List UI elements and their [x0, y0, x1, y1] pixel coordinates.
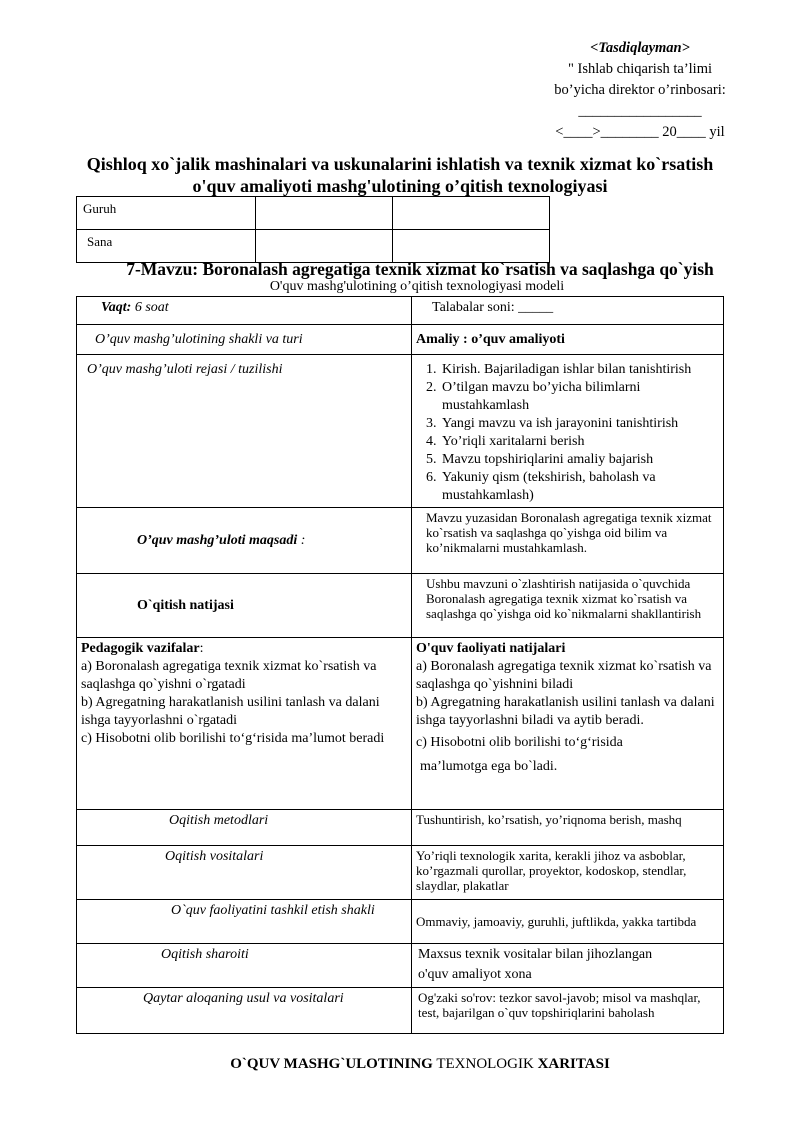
plan-cell: [412, 355, 724, 508]
learning-result: b) Agregatning harakatlanish usilini tanlash va dalani ishga tayyorlashni biladi va aytib beradi.: [416, 695, 715, 728]
learning-result: ma’lumotga ega bo`ladi.: [420, 759, 558, 774]
technological-map-heading: [0, 1056, 800, 1073]
approval-block: [530, 38, 750, 143]
lesson-model-table: [76, 296, 724, 1034]
group-date-table: [76, 196, 550, 263]
group-cell-2[interactable]: [393, 197, 550, 230]
conditions-value-2: o'quv amaliyot xona: [418, 967, 532, 982]
conditions-cell: [412, 944, 724, 988]
date-label: Sana: [77, 230, 256, 263]
plan-item: 3. Yangi mavzu va ish jarayonini tanishtirish: [440, 415, 719, 433]
document-title-line-2: o'quv amaliyoti mashg'ulotining o’qitish texnologiyasi: [192, 176, 608, 196]
organization-label: O`quv faoliyatini tashkil etish shakli: [77, 900, 412, 944]
conditions-label: Oqitish sharoiti: [77, 944, 412, 988]
form-label: O’quv mashg’ulotining shakli va turi: [77, 325, 412, 355]
learning-result: c) Hisobotni olib borilishi to‘g‘risida: [416, 735, 623, 750]
footer-part-3: XARITASI: [537, 1056, 610, 1072]
time-value: 6 soat: [131, 300, 169, 315]
group-cell-1[interactable]: [256, 197, 393, 230]
footer-part-2: TEXNOLOGIK: [432, 1056, 538, 1072]
feedback-value: Og'zaki so'rov: tezkor savol-javob; misol va mashqlar, test, bajarilgan o`quv topshiriqlarini baholash: [412, 988, 724, 1034]
methods-value: Tushuntirish, ko’rsatish, yo’riqnoma berish, mashq: [412, 810, 724, 846]
goal-value: Mavzu yuzasidan Boronalash agregatiga texnik xizmat ko`rsatish va saqlashga qo`yishga oid bilim va ko’nikmalarni mustahkamlash.: [412, 508, 724, 574]
plan-item: 6. Yakuniy qism (tekshirish, baholash va mustahkamlash): [440, 469, 719, 505]
topic-title: 7-Mavzu: Boronalash agregatiga texnik xizmat ko`rsatish va saqlashga qo`yish: [126, 259, 714, 279]
result-label: O`qitish natijasi: [77, 574, 412, 638]
pedagogic-task: c) Hisobotni olib borilishi to‘g‘risida ma’lumot beradi: [81, 731, 385, 746]
approval-signature-line: _________________: [578, 103, 702, 119]
document-title: [40, 153, 760, 197]
conditions-value-1: Maxsus texnik vositalar bilan jihozlangan: [418, 947, 653, 962]
pedagogic-tasks-cell: Pedagogik vazifalar: a) Boronalash agregatiga texnik xizmat ko`rsatish va saqlashga qo`yishni o`rgatadi b) Agregatning harakatlanish usilini tanlash va dalani ishga tayyorlashni o`rgatadi c) Hisobotni olib borilishi to‘g‘risida ma’lumot beradi: [77, 638, 412, 810]
pedagogic-task: b) Agregatning harakatlanish usilini tanlash va dalani ishga tayyorlashni o`rgatadi: [81, 695, 380, 728]
pedagogic-tasks-title: Pedagogik vazifalar: [81, 641, 200, 656]
time-cell: [77, 297, 412, 325]
time-label: Vaqt:: [101, 300, 132, 315]
form-value: Amaliy : o’quv amaliyoti: [412, 325, 724, 355]
tools-value: Yo’riqli texnologik xarita, kerakli jihoz va asboblar, ko’rgazmali qurollar, proyektor, kodoskop, stendlar, slaydlar, plakatlar: [412, 846, 724, 900]
students-count: Talabalar soni: _____: [412, 297, 724, 325]
plan-list: [416, 361, 719, 505]
learning-results-title: O'quv faoliyati natijalari: [416, 641, 566, 656]
plan-item: 2. O’tilgan mavzu bo’yicha bilimlarni mustahkamlash: [440, 379, 719, 415]
footer-part-1: O`QUV MASHG`ULOTINING: [230, 1056, 433, 1072]
plan-item: 4. Yo’riqli xaritalarni berish: [440, 433, 719, 451]
group-label: Guruh: [77, 197, 256, 230]
pedagogic-task: a) Boronalash agregatiga texnik xizmat ko`rsatish va saqlashga qo`yishni o`rgatadi: [81, 659, 377, 692]
goal-colon: :: [297, 532, 306, 548]
goal-label-cell: [77, 508, 412, 574]
learning-result: a) Boronalash agregatiga texnik xizmat ko`rsatish va saqlashga qo`yishnini biladi: [416, 659, 712, 692]
approval-title: <Tasdiqlayman>: [590, 40, 690, 56]
approval-line-2: bo’yicha direktor o’rinbosari:: [554, 82, 726, 98]
document-title-line-1: Qishloq xo`jalik mashinalari va uskunalarini ishlatish va texnik xizmat ko`rsatish: [86, 154, 714, 174]
methods-label: Oqitish metodlari: [77, 810, 412, 846]
organization-value: Ommaviy, jamoaviy, guruhli, juftlikda, yakka tartibda: [412, 900, 724, 944]
approval-line-1: " Ishlab chiqarish ta’limi: [567, 61, 713, 77]
topic-subtitle: O'quv mashg'ulotining o’qitish texnologiyasi modeli: [269, 279, 565, 294]
approval-date-line: <____>________ 20____ yil: [555, 124, 725, 140]
learning-results-cell: [412, 638, 724, 810]
goal-label: O’quv mashg’uloti maqsadi: [137, 532, 298, 548]
plan-label: O’quv mashg’uloti rejasi / tuzilishi: [77, 355, 412, 508]
tools-label: Oqitish vositalari: [77, 846, 412, 900]
result-value: Ushbu mavzuni o`zlashtirish natijasida o`quvchida Boronalash agregatiga texnik xizmat ko`rsatish va saqlashga qo`yishga oid ko`nikmalarni shakllantirish: [412, 574, 724, 638]
plan-item: 1. Kirish. Bajariladigan ishlar bilan tanishtirish: [440, 361, 719, 379]
feedback-label: Qaytar aloqaning usul va vositalari: [77, 988, 412, 1034]
plan-item: 5. Mavzu topshiriqlarini amaliy bajarish: [440, 451, 719, 469]
